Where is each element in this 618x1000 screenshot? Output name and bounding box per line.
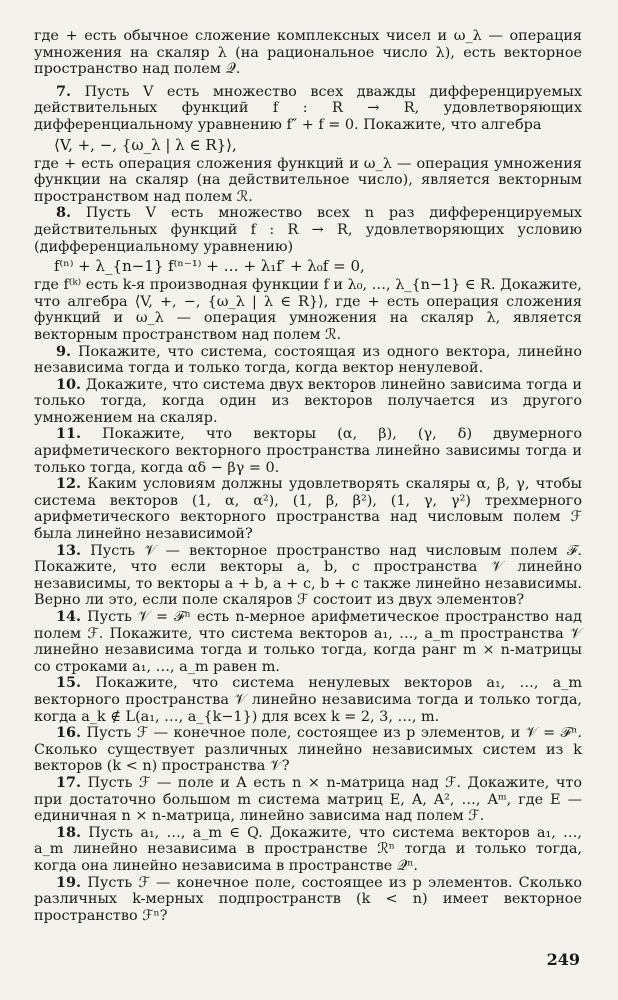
exercise-18: [34, 825, 582, 875]
paragraph-8-cont: где f⁽ᵏ⁾ есть k-я производная функции f и λ₀, …, λ_{n−1} ∈ R. Докажите, что алгебра ⟨V, +, −, {ω_λ | λ ∈ R}⟩, где + есть операция сложения функций и ω_λ — операция умножения на скаляр λ, является векторным пространством над полем ℛ.: [34, 277, 582, 343]
exercise-19: [34, 875, 582, 925]
exercise-11: [34, 426, 582, 476]
exercise-8: [34, 205, 582, 255]
exercise-text: Пусть 𝒱 — векторное пространство над числовым полем ℱ. Покажите, что если векторы a, b, c пространства 𝒱 линейно независимы, то векторы a + b, a + c, b + c также линейно независимы. Верно ли это, если поле скаляров ℱ состоит из двух элементов?: [34, 542, 582, 609]
exercise-number: 18.: [56, 823, 82, 841]
exercise-9: [34, 344, 582, 377]
exercise-number: 12.: [56, 475, 82, 493]
exercise-number: 19.: [56, 873, 82, 891]
formula-algebra: ⟨V, +, −, {ω_λ | λ ∈ R}⟩,: [54, 135, 237, 154]
exercise-text: Пусть ℱ — поле и A есть n × n-матрица над ℱ. Докажите, что при достаточно большом m система матриц E, A, A², …, Aᵐ, где E — единичная n × n-матрица, линейно зависима над полем ℱ.: [34, 774, 582, 825]
exercise-text: Пусть V есть множество всех дважды дифференцируемых действительных функций f : R → R, удовлетворяющих дифференциальному уравнению f″ + f = 0. Покажите, что алгебра: [34, 83, 582, 133]
exercise-number: 17.: [56, 773, 82, 791]
formula-differential-equation: f⁽ⁿ⁾ + λ_{n−1} f⁽ⁿ⁻¹⁾ + … + λ₁f′ + λ₀f = 0,: [54, 257, 365, 276]
exercise-text: Покажите, что система ненулевых векторов a₁, …, a_m векторного пространства 𝒱 линейно независима тогда и только тогда, когда a_k ∉ L(a₁, …, a_{k−1}) для всех k = 2, 3, …, m.: [34, 675, 583, 725]
exercise-text: Покажите, что система, состоящая из одного вектора, линейно независима тогда и только тогда, когда вектор ненулевой.: [34, 343, 583, 377]
exercise-text: Докажите, что система двух векторов линейно зависима тогда и только тогда, когда один из векторов получается из другого умножением на скаляр.: [34, 376, 582, 426]
exercise-text: Пусть ℱ — конечное поле, состоящее из p элементов. Сколько различных k-мерных подпространств (k < n) имеет векторное пространство ℱⁿ?: [34, 874, 582, 924]
exercise-7: [34, 84, 582, 134]
exercise-number: 9.: [56, 342, 72, 360]
exercise-number: 16.: [56, 724, 82, 742]
exercise-number: 14.: [56, 608, 82, 625]
exercise-text: Каким условиям должны удовлетворять скаляры α, β, γ, чтобы система векторов (1, α, α²), (1, β, β²), (1, γ, γ²) трехмерного арифметического векторного пространства над числовым полем ℱ была линейно независимой?: [34, 476, 582, 543]
exercise-15: [34, 675, 582, 725]
paragraph-7-cont: где + есть операция сложения функций и ω_λ — операция умножения функции на скаляр (на действительное число), является векторным пространством над полем ℛ.: [34, 155, 582, 205]
exercise-number: 10.: [56, 375, 82, 393]
exercise-10: [34, 377, 582, 427]
exercise-text: Покажите, что векторы (α, β), (γ, δ) двумерного арифметического векторного пространства линейно зависимы тогда и только тогда, когда αδ − βγ = 0.: [34, 426, 582, 476]
exercise-number: 8.: [56, 204, 72, 222]
paragraph-intro: где + есть обычное сложение комплексных чисел и ω_λ — операция умножения на скаляр λ (на рациональное число λ), есть векторное пространство над полем 𝒬.: [34, 28, 582, 78]
exercise-text: Пусть ℱ — конечное поле, состоящее из p элементов, и 𝒱 = ℱⁿ. Сколько существует различных линейно независимых систем из k векторов (k < n) пространства 𝒱?: [34, 725, 583, 775]
exercise-16: [34, 725, 582, 775]
exercise-number: 7.: [56, 82, 72, 100]
exercise-13: [34, 543, 582, 609]
exercise-12: [34, 476, 582, 542]
exercise-number: 13.: [56, 541, 82, 559]
exercise-text: Пусть 𝒱 = ℱⁿ есть n-мерное арифметическое пространство над полем ℱ. Покажите, что система векторов a₁, …, a_m пространства 𝒱 линейно независима тогда и только тогда, когда ранг m × n-матрицы со строками a₁, …, a_m равен m.: [34, 609, 582, 675]
exercise-14: [34, 609, 582, 675]
exercise-number: 11.: [56, 425, 82, 443]
exercise-number: 15.: [56, 674, 82, 692]
exercise-17: [34, 775, 582, 825]
exercise-text: Пусть a₁, …, a_m ∈ Q. Докажите, что система векторов a₁, …, a_m линейно независима в пространстве ℛⁿ тогда и только тогда, когда она линейно независима в пространстве 𝒬ⁿ.: [34, 824, 582, 874]
exercise-text: Пусть V есть множество всех n раз дифференцируемых действительных функций f : R → R, удовлетворяющих условию (дифференциальному уравнению): [34, 205, 583, 255]
page-number: 249: [546, 950, 580, 969]
